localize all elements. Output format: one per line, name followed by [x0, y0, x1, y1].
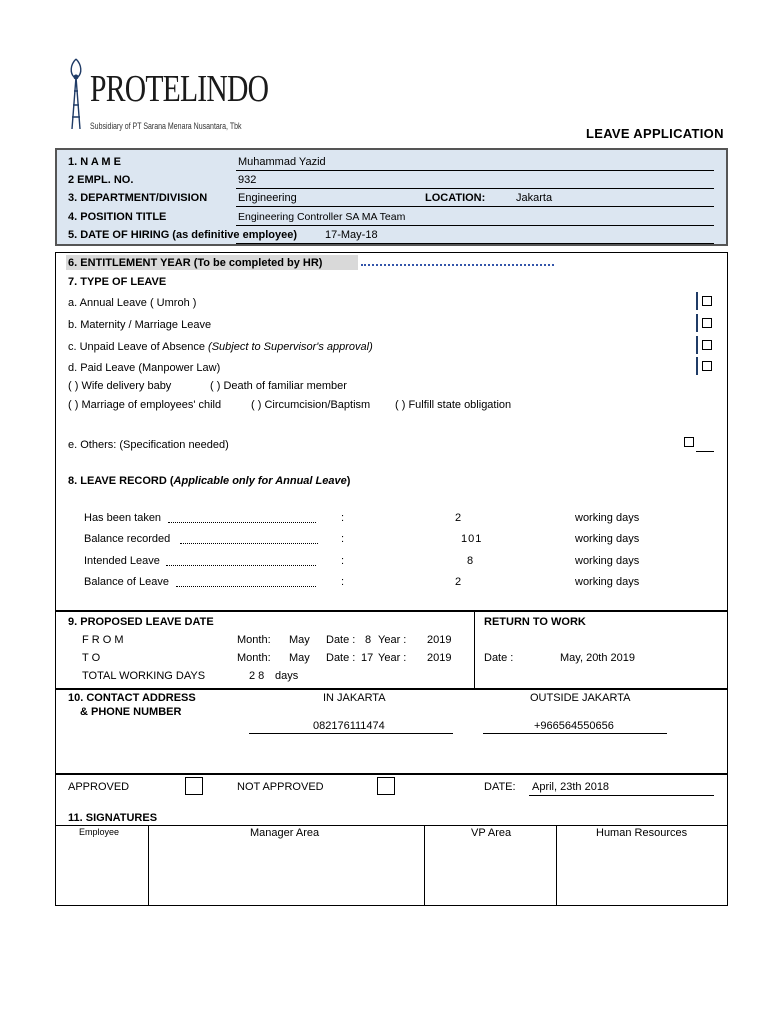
total-unit: days [275, 670, 299, 682]
not-approved-label: NOT APPROVED [237, 781, 324, 793]
signature-grid-top [55, 825, 728, 826]
hiring-line [236, 243, 714, 244]
proposed-heading: 9. PROPOSED LEAVE DATE [68, 616, 214, 628]
hiring-value: 17-May-18 [325, 229, 378, 241]
company-subtitle: Subsidiary of PT Sarana Menara Nusantara, Tbk [90, 121, 242, 131]
paid-option-state-obligation[interactable]: ( ) Fulfill state obligation [395, 399, 512, 411]
dept-line [236, 206, 714, 207]
signature-col-employee: Employee [79, 827, 120, 837]
others-line [696, 451, 714, 452]
approval-date-label: DATE: [484, 781, 516, 793]
outside-jakarta-line [483, 733, 667, 734]
dept-value: Engineering [238, 192, 297, 204]
record-unit: working days [575, 533, 640, 545]
company-name: PROTELINDO [90, 68, 269, 110]
leave-record-heading-pre: 8. LEAVE RECORD ( [68, 475, 174, 487]
form-title: LEAVE APPLICATION [586, 126, 724, 141]
company-logo [62, 55, 269, 135]
paid-option-marriage-child[interactable]: ( ) Marriage of employees' child [68, 399, 222, 411]
leave-type-c-main: c. Unpaid Leave of Absence [68, 341, 205, 353]
approved-label: APPROVED [68, 781, 130, 793]
location-value: Jakarta [516, 192, 553, 204]
checkbox-annual-leave[interactable] [702, 296, 712, 306]
approved-checkbox[interactable] [185, 777, 203, 795]
leave-type-d: d. Paid Leave (Manpower Law) [68, 362, 221, 374]
checkbox-bar-d [696, 357, 698, 375]
position-label: 4. POSITION TITLE [68, 211, 167, 223]
record-label: Intended Leave [84, 555, 160, 567]
name-label: 1. N A M E [68, 156, 121, 168]
empl-line [236, 188, 714, 189]
checkbox-bar-b [696, 314, 698, 332]
return-heading: RETURN TO WORK [484, 616, 586, 628]
from-date-label: Date : [326, 634, 356, 646]
leave-record-heading-italic: Applicable only for Annual Leave [173, 475, 347, 487]
entitlement-year-field[interactable] [361, 264, 554, 266]
from-month: May [289, 634, 310, 646]
to-year: 2019 [427, 652, 452, 664]
tower-logo-icon [62, 55, 90, 133]
in-jakarta-line [249, 733, 453, 734]
dept-label: 3. DEPARTMENT/DIVISION [68, 192, 208, 204]
checkbox-paid-leave[interactable] [702, 361, 712, 371]
return-date: May, 20th 2019 [560, 652, 636, 664]
paid-option-wife-delivery[interactable]: ( ) Wife delivery baby [68, 380, 172, 392]
position-line [236, 225, 714, 226]
to-month-label: Month: [237, 652, 271, 664]
to-date: 17 [361, 652, 374, 664]
checkbox-others[interactable] [684, 437, 694, 447]
name-value: Muhammad Yazid [238, 156, 326, 168]
to-date-label: Date : [326, 652, 356, 664]
record-label: Balance of Leave [84, 576, 170, 588]
signature-divider-3 [556, 825, 557, 906]
record-label: Balance recorded [84, 533, 171, 545]
leave-type-c [68, 341, 373, 353]
hiring-label: 5. DATE OF HIRING (as definitive employee) [68, 229, 298, 241]
contact-heading-2: & PHONE NUMBER [80, 706, 182, 718]
in-jakarta-phone: 082176111474 [313, 720, 385, 732]
from-year: 2019 [427, 634, 452, 646]
checkbox-bar-a [696, 292, 698, 310]
empl-value: 932 [238, 174, 257, 186]
signature-divider-1 [148, 825, 149, 906]
leave-record-heading [68, 475, 350, 487]
record-label: Has been taken [84, 512, 162, 524]
outside-jakarta-label: OUTSIDE JAKARTA [530, 692, 631, 704]
total-value: 2 8 [249, 670, 265, 682]
from-year-label: Year : [378, 634, 407, 646]
record-value: 101 [461, 533, 483, 545]
approval-date: April, 23th 2018 [532, 781, 610, 793]
to-year-label: Year : [378, 652, 407, 664]
leave-type-e: e. Others: (Specification needed) [68, 439, 229, 451]
from-month-label: Month: [237, 634, 271, 646]
not-approved-checkbox[interactable] [377, 777, 395, 795]
record-dots [168, 522, 316, 523]
leave-record-heading-post: ) [346, 475, 351, 487]
in-jakarta-label: IN JAKARTA [323, 692, 386, 704]
to-label: T O [82, 652, 101, 664]
approval-date-line [529, 795, 714, 796]
contact-heading-1: 10. CONTACT ADDRESS [68, 692, 196, 704]
leave-type-b: b. Maternity / Marriage Leave [68, 319, 212, 331]
record-unit: working days [575, 576, 640, 588]
record-unit: working days [575, 555, 640, 567]
record-unit: working days [575, 512, 640, 524]
signature-col-manager: Manager Area [250, 827, 320, 839]
record-dots [176, 586, 316, 587]
total-label: TOTAL WORKING DAYS [82, 670, 206, 682]
name-line [236, 170, 714, 171]
paid-option-death[interactable]: ( ) Death of familiar member [210, 380, 347, 392]
record-colon: : [341, 555, 345, 567]
empl-label: 2 EMPL. NO. [68, 174, 134, 186]
leave-type-a: a. Annual Leave ( Umroh ) [68, 297, 197, 309]
checkbox-bar-c [696, 336, 698, 354]
outside-jakarta-phone: +966564550656 [534, 720, 614, 732]
signature-col-hr: Human Resources [596, 827, 688, 839]
paid-option-circumcision[interactable]: ( ) Circumcision/Baptism [251, 399, 371, 411]
signature-col-vp: VP Area [471, 827, 512, 839]
record-colon: : [341, 533, 345, 545]
return-date-label: Date : [484, 652, 514, 664]
type-of-leave-heading: 7. TYPE OF LEAVE [68, 276, 167, 288]
entitlement-label: 6. ENTITLEMENT YEAR (To be completed by HR) [68, 257, 323, 269]
location-label: LOCATION: [425, 192, 486, 204]
position-value: Engineering Controller SA MA Team [238, 211, 406, 223]
checkbox-maternity-leave[interactable] [702, 318, 712, 328]
signatures-heading: 11. SIGNATURES [68, 812, 158, 824]
checkbox-unpaid-leave[interactable] [702, 340, 712, 350]
to-month: May [289, 652, 310, 664]
record-colon: : [341, 512, 345, 524]
record-dots [166, 565, 316, 566]
proposed-divider [474, 611, 475, 689]
from-label: F R O M [82, 634, 124, 646]
record-value: 2 [455, 512, 462, 524]
leave-type-c-note: (Subject to Supervisor's approval) [208, 341, 373, 353]
signature-divider-2 [424, 825, 425, 906]
from-date: 8 [365, 634, 372, 646]
record-dots [180, 543, 318, 544]
record-value: 8 [467, 555, 474, 567]
record-value: 2 [455, 576, 462, 588]
record-colon: : [341, 576, 345, 588]
